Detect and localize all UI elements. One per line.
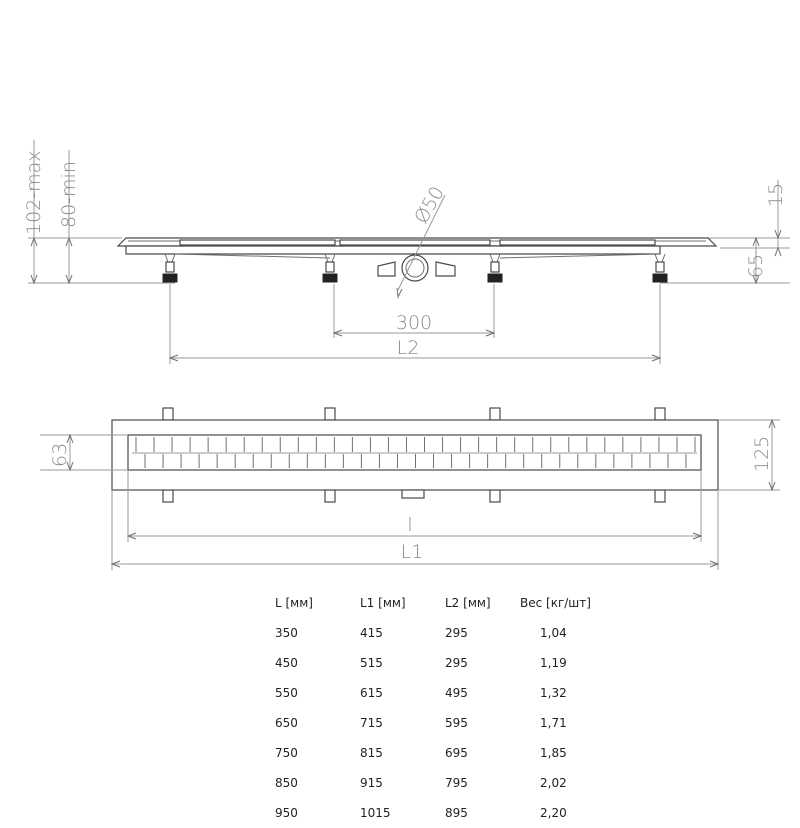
svg-text:65: 65 — [745, 253, 767, 278]
cell-weight: 1,85 — [540, 746, 567, 760]
cell-L2: 595 — [445, 716, 468, 730]
cell-L1: 615 — [360, 686, 383, 700]
cell-L2: 695 — [445, 746, 468, 760]
header-L: L [мм] — [275, 596, 313, 610]
drain-outlet — [378, 255, 455, 281]
cell-L1: 815 — [360, 746, 383, 760]
cell-weight: 1,32 — [540, 686, 567, 700]
svg-text:L2: L2 — [396, 337, 420, 359]
svg-text:15: 15 — [765, 182, 787, 207]
dimension-300 — [334, 284, 494, 338]
svg-text:Ø50: Ø50 — [410, 182, 449, 228]
top-view — [40, 408, 780, 570]
table-row — [255, 678, 630, 708]
dimension-102-max — [23, 140, 45, 283]
mounting-bracket — [490, 408, 500, 420]
svg-text:102-max: 102-max — [23, 150, 45, 235]
cell-L1: 1015 — [360, 806, 391, 820]
table-row — [255, 648, 630, 678]
mounting-bracket — [163, 490, 173, 502]
svg-text:l: l — [407, 514, 413, 536]
cell-L: 450 — [275, 656, 298, 670]
table-row — [255, 798, 630, 828]
dimension-65 — [745, 238, 767, 283]
cell-weight: 1,19 — [540, 656, 567, 670]
cell-L2: 795 — [445, 776, 468, 790]
header-weight: Вес [кг/шт] — [520, 596, 591, 610]
cell-L1: 715 — [360, 716, 383, 730]
header-L2: L2 [мм] — [445, 596, 491, 610]
cell-L: 750 — [275, 746, 298, 760]
mounting-bracket — [163, 408, 173, 420]
cell-L: 350 — [275, 626, 298, 640]
cell-L2: 895 — [445, 806, 468, 820]
mounting-bracket — [655, 490, 665, 502]
dimension-80-min — [58, 150, 80, 283]
cell-L: 950 — [275, 806, 298, 820]
svg-text:80-min: 80-min — [58, 161, 80, 228]
cell-weight: 1,04 — [540, 626, 567, 640]
drain-stub — [402, 490, 424, 498]
table-row — [255, 738, 630, 768]
cell-L2: 295 — [445, 656, 468, 670]
dimension-15 — [765, 180, 787, 256]
channel-side-profile — [118, 238, 716, 282]
mounting-bracket — [325, 408, 335, 420]
cell-weight: 1,71 — [540, 716, 567, 730]
svg-text:300: 300 — [395, 312, 433, 334]
table-row — [255, 618, 630, 648]
table-row — [255, 768, 630, 798]
cell-weight: 2,02 — [540, 776, 567, 790]
header-L1: L1 [мм] — [360, 596, 406, 610]
cell-L1: 415 — [360, 626, 383, 640]
mounting-bracket — [325, 490, 335, 502]
mounting-bracket — [655, 408, 665, 420]
cell-weight: 2,20 — [540, 806, 567, 820]
svg-text:125: 125 — [751, 435, 773, 472]
cell-L1: 515 — [360, 656, 383, 670]
dimension-L1 — [112, 490, 718, 570]
svg-text:L1: L1 — [400, 541, 424, 563]
spec-table-header — [255, 588, 630, 618]
mounting-bracket — [490, 490, 500, 502]
table-row — [255, 708, 630, 738]
side-view — [23, 140, 790, 364]
cell-L: 550 — [275, 686, 298, 700]
cell-L1: 915 — [360, 776, 383, 790]
spec-table — [255, 588, 630, 828]
svg-text:63: 63 — [49, 442, 71, 467]
cell-L: 850 — [275, 776, 298, 790]
dimension-125 — [718, 420, 780, 490]
cell-L2: 295 — [445, 626, 468, 640]
cell-L2: 495 — [445, 686, 468, 700]
cell-L: 650 — [275, 716, 298, 730]
